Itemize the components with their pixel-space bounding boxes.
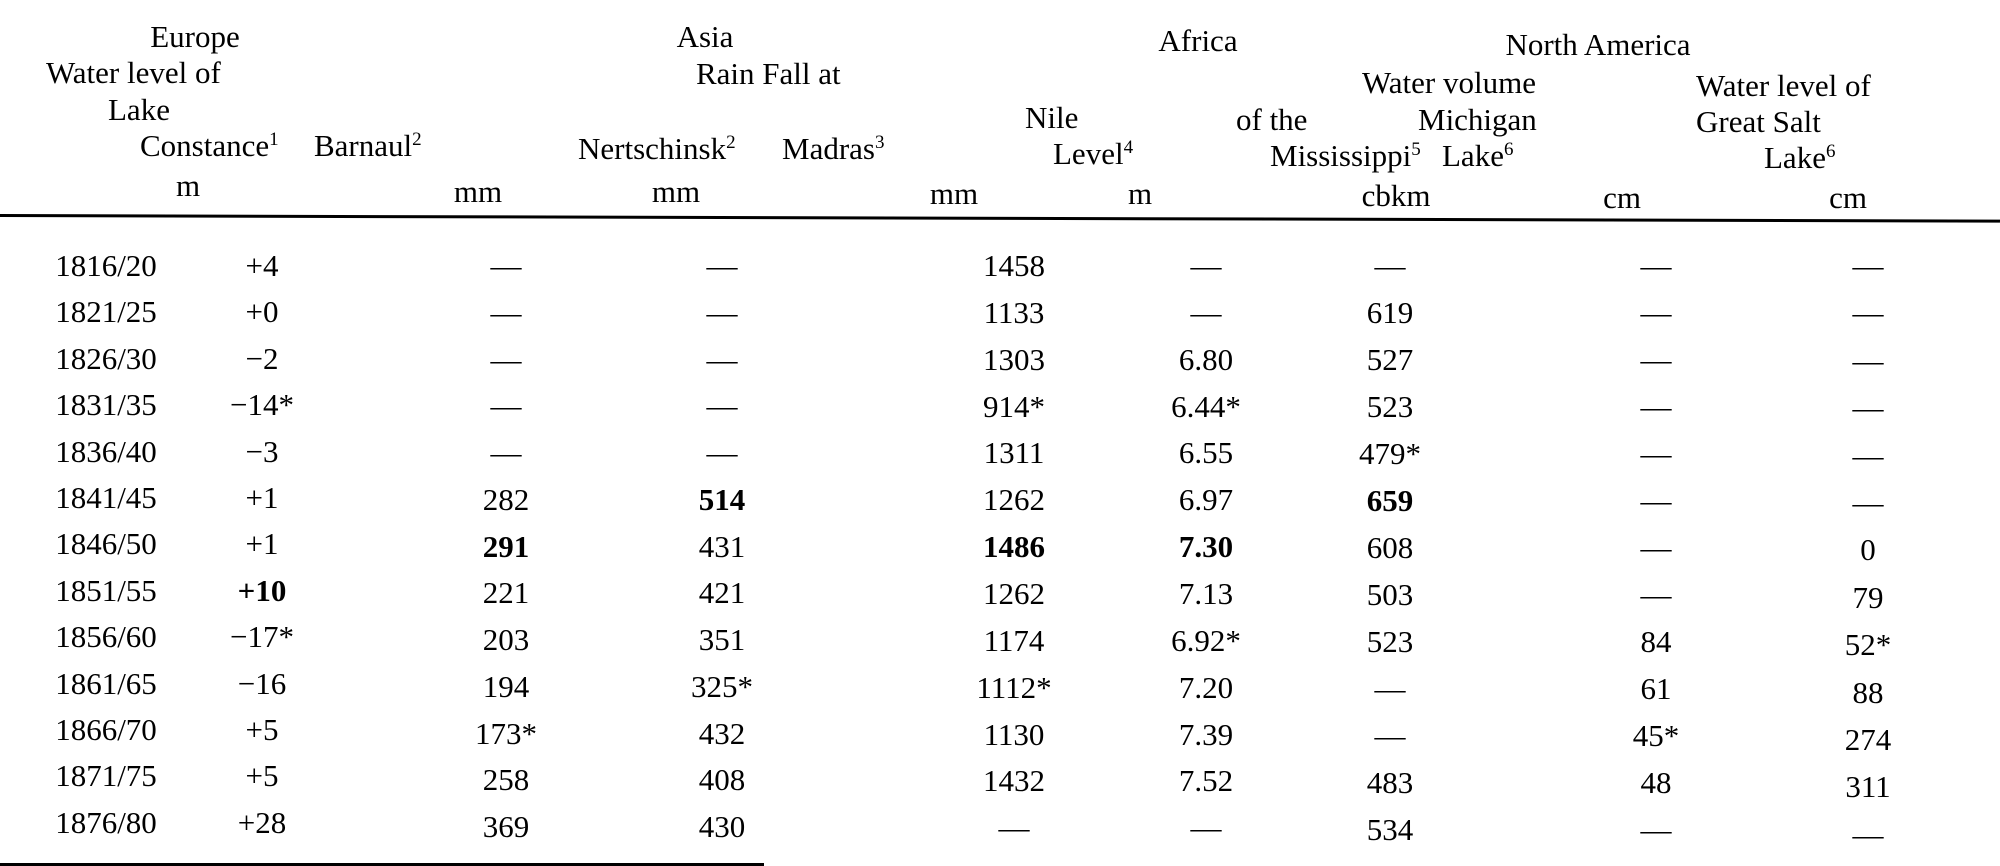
cell-nertschinsk: — <box>706 294 738 330</box>
cell-constance: +5 <box>245 712 279 747</box>
cell-madras: 1174 <box>983 622 1045 658</box>
cell-nertschinsk: — <box>706 388 738 424</box>
header-constance-line1: Water level of <box>46 55 221 90</box>
cell-nile: 7.13 <box>1178 575 1234 611</box>
unit-salt: cm <box>1829 180 1867 215</box>
cell-constance: −14* <box>230 387 294 423</box>
cell-nile: — <box>1190 294 1222 330</box>
region-europe: Europe <box>150 19 240 54</box>
cell-mississippi: 523 <box>1366 624 1414 659</box>
cell-barnaul: 369 <box>482 809 530 844</box>
cell-period: 1851/55 <box>55 572 157 608</box>
cell-nile: 6.55 <box>1178 435 1234 471</box>
cell-constance: −3 <box>245 433 279 469</box>
cell-salt: — <box>1852 248 1884 283</box>
cell-nile: 7.39 <box>1178 716 1234 752</box>
cell-madras: 1303 <box>983 341 1045 377</box>
cell-nertschinsk: 514 <box>698 481 746 517</box>
cell-madras: 1112* <box>976 669 1052 705</box>
region-africa: Africa <box>1158 23 1238 58</box>
cell-nertschinsk: 431 <box>698 528 746 564</box>
cell-salt: 52* <box>1844 627 1892 663</box>
header-nertschinsk: Nertschinsk$^2$ <box>578 131 736 166</box>
cell-period: 1831/35 <box>55 387 157 423</box>
cell-barnaul: — <box>490 341 522 377</box>
cell-salt: — <box>1852 437 1884 473</box>
cell-period: 1871/75 <box>55 758 157 794</box>
cell-madras: 1311 <box>983 435 1045 471</box>
cell-michigan: — <box>1640 577 1672 612</box>
header-salt-line2: Great Salt <box>1696 104 1821 139</box>
cell-barnaul: 194 <box>482 668 530 704</box>
cell-madras: 1486 <box>983 529 1045 565</box>
cell-mississippi: 527 <box>1366 342 1414 377</box>
cell-mississippi: 523 <box>1366 389 1414 424</box>
header-constance-line3: Constance$^1$ <box>140 128 279 163</box>
header-nile-line1: Nile <box>1025 100 1079 135</box>
unit-nile: m <box>1127 176 1153 211</box>
cell-period: 1826/30 <box>55 340 157 376</box>
cell-nertschinsk: — <box>706 341 738 377</box>
cell-mississippi: — <box>1374 671 1406 706</box>
header-salt-line1: Water level of <box>1696 68 1871 103</box>
cell-nile: 6.97 <box>1178 482 1234 518</box>
header-water-volume: Water volume <box>1362 65 1536 100</box>
header-michigan-line2: Lake$^6$ <box>1442 138 1514 173</box>
cell-mississippi: — <box>1374 718 1406 753</box>
unit-constance: m <box>175 168 201 203</box>
cell-period: 1846/50 <box>55 526 157 562</box>
cell-constance: −16 <box>237 665 287 701</box>
cell-period: 1841/45 <box>55 480 157 515</box>
cell-barnaul: — <box>490 388 522 424</box>
cell-salt: — <box>1852 816 1884 852</box>
cell-salt: 88 <box>1852 674 1884 710</box>
header-barnaul: Barnaul$^2$ <box>314 128 422 163</box>
cell-nertschinsk: — <box>706 435 738 470</box>
header-nile-line2: Level$^4$ <box>1053 136 1134 171</box>
cell-constance: +5 <box>245 758 279 794</box>
cell-barnaul: — <box>490 435 522 470</box>
cell-salt: 311 <box>1845 769 1891 805</box>
cell-mississippi: 483 <box>1366 765 1414 800</box>
cell-nertschinsk: 325* <box>691 668 753 704</box>
header-michigan-line1: Michigan <box>1418 102 1537 137</box>
cell-madras: 1133 <box>983 294 1045 330</box>
cell-nile: 7.52 <box>1178 763 1234 799</box>
cell-michigan: — <box>1640 295 1672 330</box>
cell-madras: 914* <box>983 388 1045 424</box>
cell-constance: −17* <box>230 619 294 655</box>
cell-barnaul: — <box>490 248 522 283</box>
cell-mississippi: 479* <box>1359 436 1421 471</box>
cell-nertschinsk: 421 <box>698 575 746 611</box>
cell-barnaul: 258 <box>482 762 530 798</box>
unit-madras: mm <box>929 176 979 211</box>
cell-nile: 7.30 <box>1178 529 1234 565</box>
cell-salt: 0 <box>1860 532 1876 568</box>
cell-salt: 79 <box>1852 579 1884 615</box>
cell-madras: 1432 <box>983 763 1045 799</box>
cell-nertschinsk: — <box>706 248 738 283</box>
cell-nile: 7.20 <box>1178 669 1234 705</box>
cell-constance: +4 <box>245 248 279 283</box>
unit-nertschinsk: mm <box>651 174 701 209</box>
header-madras: Madras$^3$ <box>782 131 885 166</box>
unit-mississippi: cbkm <box>1361 178 1431 213</box>
cell-constance: +28 <box>237 804 287 840</box>
cell-michigan: 48 <box>1640 765 1672 800</box>
unit-michigan: cm <box>1603 180 1641 215</box>
cell-barnaul: — <box>490 294 522 330</box>
cell-salt: 274 <box>1844 722 1892 757</box>
cell-michigan: — <box>1640 342 1672 377</box>
cell-constance: +10 <box>237 572 287 608</box>
cell-nile: — <box>1190 810 1222 846</box>
cell-michigan: — <box>1640 248 1672 283</box>
cell-michigan: — <box>1640 812 1672 847</box>
cell-madras: — <box>998 810 1030 846</box>
header-constance-line2: Lake <box>108 92 170 127</box>
cell-michigan: — <box>1640 389 1672 424</box>
cell-barnaul: 291 <box>482 528 530 564</box>
cell-barnaul: 173* <box>475 715 537 751</box>
cell-madras: 1262 <box>983 482 1045 518</box>
cell-michigan: 61 <box>1640 671 1672 706</box>
header-mississippi: Mississippi$^5$ <box>1270 138 1421 173</box>
cell-michigan: — <box>1640 530 1672 565</box>
cell-period: 1866/70 <box>55 712 157 747</box>
cell-nertschinsk: 432 <box>698 715 746 751</box>
cell-constance: +0 <box>245 294 279 330</box>
cell-michigan: 84 <box>1640 624 1672 659</box>
cell-mississippi: 534 <box>1366 812 1414 847</box>
cell-madras: 1262 <box>983 575 1045 611</box>
cell-constance: +1 <box>245 526 279 562</box>
header-of-the: of the <box>1236 102 1308 137</box>
cell-nile: 6.92* <box>1171 622 1241 658</box>
cell-madras: 1458 <box>983 248 1045 283</box>
cell-salt: — <box>1852 390 1884 426</box>
cell-period: 1836/40 <box>55 433 157 469</box>
cell-nertschinsk: 351 <box>698 622 746 657</box>
cell-period: 1876/80 <box>55 804 157 840</box>
cell-period: 1856/60 <box>55 619 157 655</box>
cell-michigan: — <box>1640 483 1672 518</box>
cell-michigan: — <box>1640 436 1672 471</box>
header-rule <box>0 214 2000 223</box>
cell-nertschinsk: 408 <box>698 762 746 798</box>
cell-salt: — <box>1852 342 1884 378</box>
cell-salt: — <box>1852 295 1884 331</box>
header-rain-fall-at: Rain Fall at <box>696 56 841 91</box>
unit-barnaul: mm <box>453 174 503 209</box>
header-salt-line3: Lake$^6$ <box>1764 140 1836 175</box>
cell-constance: +1 <box>245 480 279 515</box>
cell-madras: 1130 <box>983 716 1045 752</box>
region-north-america: North America <box>1505 27 1691 62</box>
cell-nile: — <box>1190 248 1222 283</box>
cell-michigan: 45* <box>1632 718 1680 753</box>
cell-constance: −2 <box>245 340 279 376</box>
cell-period: 1821/25 <box>55 294 157 330</box>
cell-salt: — <box>1852 485 1884 520</box>
region-asia: Asia <box>676 19 734 54</box>
cell-mississippi: 659 <box>1366 483 1414 518</box>
cell-barnaul: 203 <box>482 622 530 657</box>
cell-nile: 6.44* <box>1171 388 1241 424</box>
cell-barnaul: 221 <box>482 575 530 611</box>
cell-mississippi: 619 <box>1366 295 1414 330</box>
cell-barnaul: 282 <box>482 481 530 517</box>
cell-mississippi: — <box>1374 248 1406 283</box>
cell-period: 1861/65 <box>55 665 157 701</box>
cell-period: 1816/20 <box>55 248 157 283</box>
cell-mississippi: 608 <box>1366 530 1414 565</box>
cell-nile: 6.80 <box>1178 341 1234 377</box>
cell-nertschinsk: 430 <box>698 809 746 844</box>
cell-mississippi: 503 <box>1366 577 1414 612</box>
